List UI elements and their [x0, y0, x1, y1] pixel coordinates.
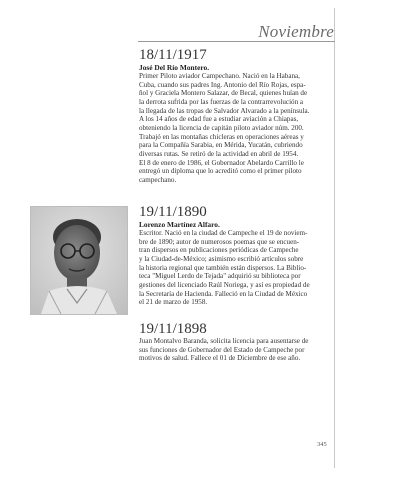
entry-person-name: Lorenzo Martínez Alfaro.	[139, 220, 220, 229]
body-line: la llegada de las tropas de Salvador Alvarado a la península.	[139, 106, 310, 115]
entry-body	[139, 229, 335, 307]
body-line: El 8 de enero de 1986, el Gobernador Abelardo Carrillo le	[139, 158, 304, 167]
entry-1898	[139, 321, 335, 363]
entry-1917	[139, 47, 335, 185]
body-line: motivos de salud. Fallece el 01 de Diciembre de ese año.	[139, 354, 301, 363]
body-line: sus funciones de Gobernador del Estado de Campeche por	[139, 345, 305, 354]
entry-date: 18/11/1917	[139, 47, 207, 63]
body-line: y la Ciudad-de-México; asimismo escribió artículos sobre	[139, 254, 304, 263]
body-line: Primer Piloto aviador Campechano. Nació en la Habana,	[139, 72, 300, 80]
body-line: gestiones del licenciado Raúl Noriega, y así es propiedad de	[139, 280, 310, 289]
entry-body	[139, 72, 335, 185]
entry-date: 19/11/1898	[139, 321, 207, 337]
header-rule	[138, 41, 335, 42]
body-line: Trabajó en las montañas chicleras en operaciones aéreas y	[139, 132, 304, 141]
body-line: bre de 1890; autor de numerosos poemas que se encuen-	[139, 237, 300, 246]
month-header: Noviembre	[258, 22, 334, 41]
body-line: el 21 de marzo de 1958.	[139, 298, 208, 307]
body-line: A los 14 años de edad fue a estudiar aviación a Chiapas,	[139, 115, 299, 124]
body-line: campechano.	[139, 175, 177, 184]
body-line: la historia regional que también están dispersos. La Biblio-	[139, 263, 307, 272]
body-line: Juan Montalvo Baranda, solicita licencia para ausentarse de	[139, 337, 309, 345]
body-line: teca "Miguel Lerdo de Tejada" adquirió su biblioteca por	[139, 272, 301, 281]
entry-1890	[139, 204, 335, 307]
portrait-photo	[30, 206, 128, 315]
body-line: entregó un diploma que lo acreditó como el primer piloto	[139, 167, 302, 176]
entry-body	[139, 337, 335, 363]
page-number: 345	[317, 441, 327, 448]
body-line: ñol y Graciela Montero Salazar, de Becal, quienes huían de	[139, 89, 308, 98]
body-line: Cuba, cuando sus padres Ing. Antonio del Río Rojas, espa-	[139, 80, 306, 89]
body-line: Escritor. Nació en la ciudad de Campeche el 19 de noviem-	[139, 229, 308, 237]
entry-date: 19/11/1890	[139, 204, 207, 220]
body-line: obteniendo la licencia de capitán piloto aviador núm. 200.	[139, 123, 304, 132]
entry-person-name: José Del Río Montero.	[139, 63, 210, 72]
body-line: tran dispersos en publicaciones periódicas de Campeche	[139, 246, 299, 255]
body-line: la derrota sufrida por las fuerzas de la contrarrevolución a	[139, 97, 304, 106]
body-line: diversas rutas. Se retiró de la actividad en abril de 1954.	[139, 149, 299, 158]
body-line: para la Compañía Sarabia, en Mérida, Yucatán, cubriendo	[139, 141, 303, 150]
body-line: la Secretaría de Hacienda. Falleció en la Ciudad de México	[139, 289, 308, 298]
portrait-image	[31, 207, 127, 314]
